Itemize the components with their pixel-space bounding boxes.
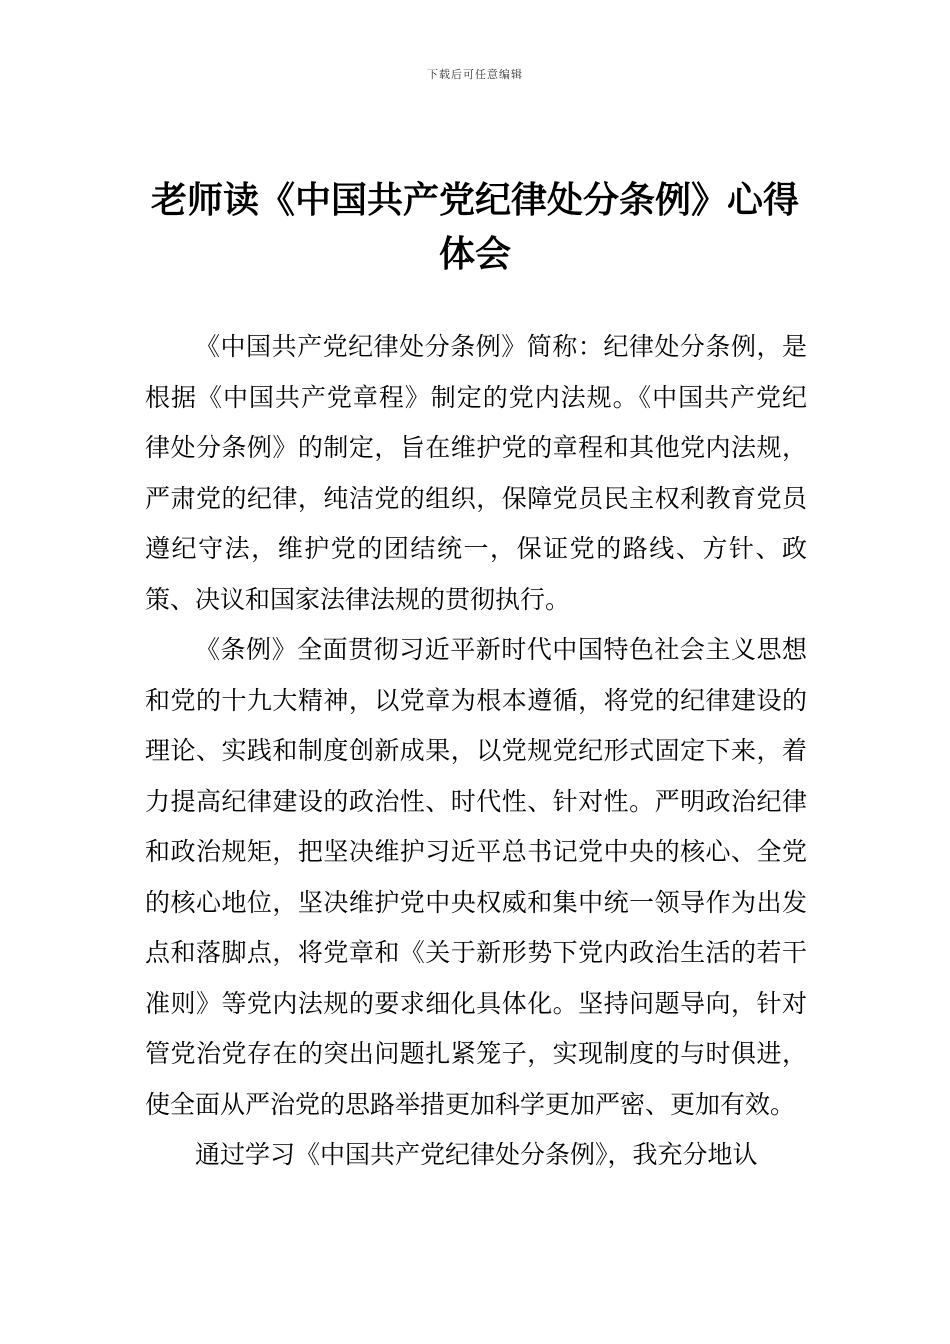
document-title: 老师读《中国共产党纪律处分条例》心得体会	[150, 180, 799, 275]
header-note: 下载后可任意编辑	[427, 68, 523, 81]
paragraph: 《中国共产党纪律处分条例》简称：纪律处分条例，是根据《中国共产党章程》制定的党内法规。《中国共产党纪律处分条例》的制定，旨在维护党的章程和其他党内法规，严肃党的纪律，纯洁党的组织，保障党员民主权利教育党员遵纪守法，维护党的团结统一，保证党的路线、方针、政策、决议和国家法律法规的贯彻执行。	[145, 332, 807, 614]
paragraph: 《条例》全面贯彻习近平新时代中国特色社会主义思想和党的十九大精神，以党章为根本遵循，将党的纪律建设的理论、实践和制度创新成果，以党规党纪形式固定下来，着力提高纪律建设的政治性、时代性、针对性。严明政治纪律和政治规矩，把坚决维护习近平总书记党中央的核心、全党的核心地位，坚决维护党中央权威和集中统一领导作为出发点和落脚点，将党章和《关于新形势下党内政治生活的若干准则》等党内法规的要求细化具体化。坚持问题导向，针对管党治党存在的突出问题扎紧笼子，实现制度的与时俱进，使全面从严治党的思路举措更加科学更加严密、更加有效。	[145, 635, 807, 1119]
document-body	[145, 322, 807, 1181]
paragraph: 通过学习《中国共产党纪律处分条例》，我充分地认	[195, 1140, 758, 1169]
